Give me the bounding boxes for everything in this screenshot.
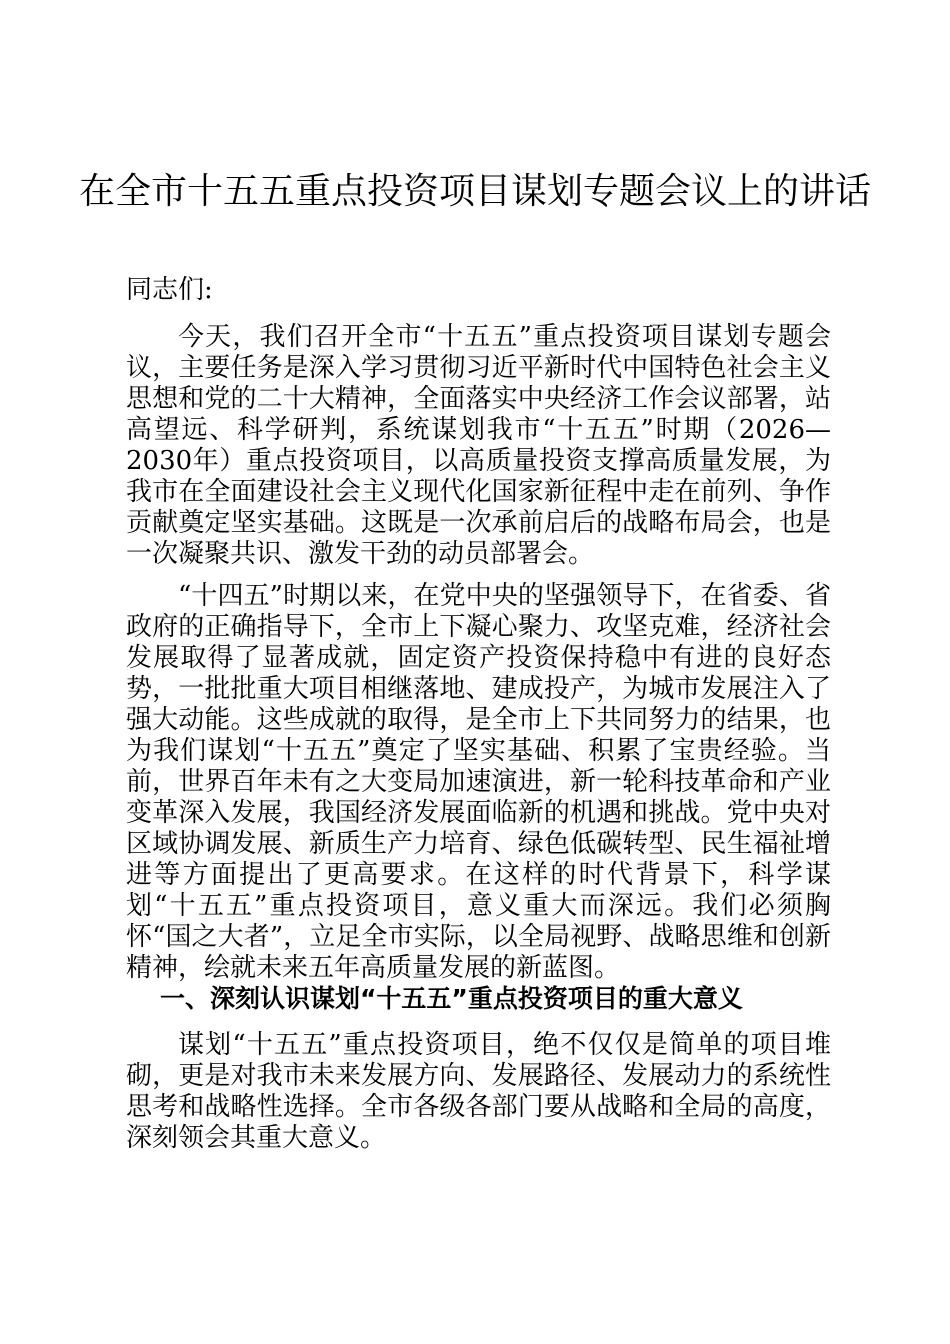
document-title: 在全市十五五重点投资项目谋划专题会议上的讲话 [78, 171, 871, 212]
paragraph-section-1: 谋划“十五五”重点投资项目，绝不仅仅是简单的项目堆砌，更是对我市未来发展方向、发展路径、发展动力的系统性思考和战略性选择。全市各级各部门要从战略和全局的高度，深刻领会其重大意义。 [126, 1030, 831, 1153]
paragraph-intro: 今天，我们召开全市“十五五”重点投资项目谋划专题会议，主要任务是深入学习贯彻习近平新时代中国特色社会主义思想和党的二十大精神，全面落实中央经济工作会议部署，站高望远、科学研判，系统谋划我市“十五五”时期（2026—2030年）重点投资项目，以高质量投资支撑高质量发展，为我市在全面建设社会主义现代化国家新征程中走在前列、争作贡献奠定坚实基础。这既是一次承前启后的战略布局会，也是一次凝聚共识、激发干劲的动员部署会。 [126, 322, 831, 569]
section-heading-1: 一、深刻认识谋划“十五五”重点投资项目的重大意义 [160, 984, 743, 1013]
salutation: 同志们: [126, 275, 213, 305]
paragraph-background: “十四五”时期以来，在党中央的坚强领导下，在省委、省政府的正确指导下，全市上下凝心聚力、攻坚克难，经济社会发展取得了显著成就，固定资产投资保持稳中有进的良好态势，一批批重大项目相继落地、建成投产，为城市发展注入了强大动能。这些成就的取得，是全市上下共同努力的结果，也为我们谋划“十五五”奠定了坚实基础、积累了宝贵经验。当前，世界百年未有之大变局加速演进，新一轮科技革命和产业变革深入发展，我国经济发展面临新的机遇和挑战。党中央对区域协调发展、新质生产力培育、绿色低碳转型、民生福祉增进等方面提出了更高要求。在这样的时代背景下，科学谋划“十五五”重点投资项目，意义重大而深远。我们必须胸怀“国之大者”，立足全市实际，以全局视野、战略思维和创新精神，绘就未来五年高质量发展的新蓝图。 [126, 581, 831, 983]
